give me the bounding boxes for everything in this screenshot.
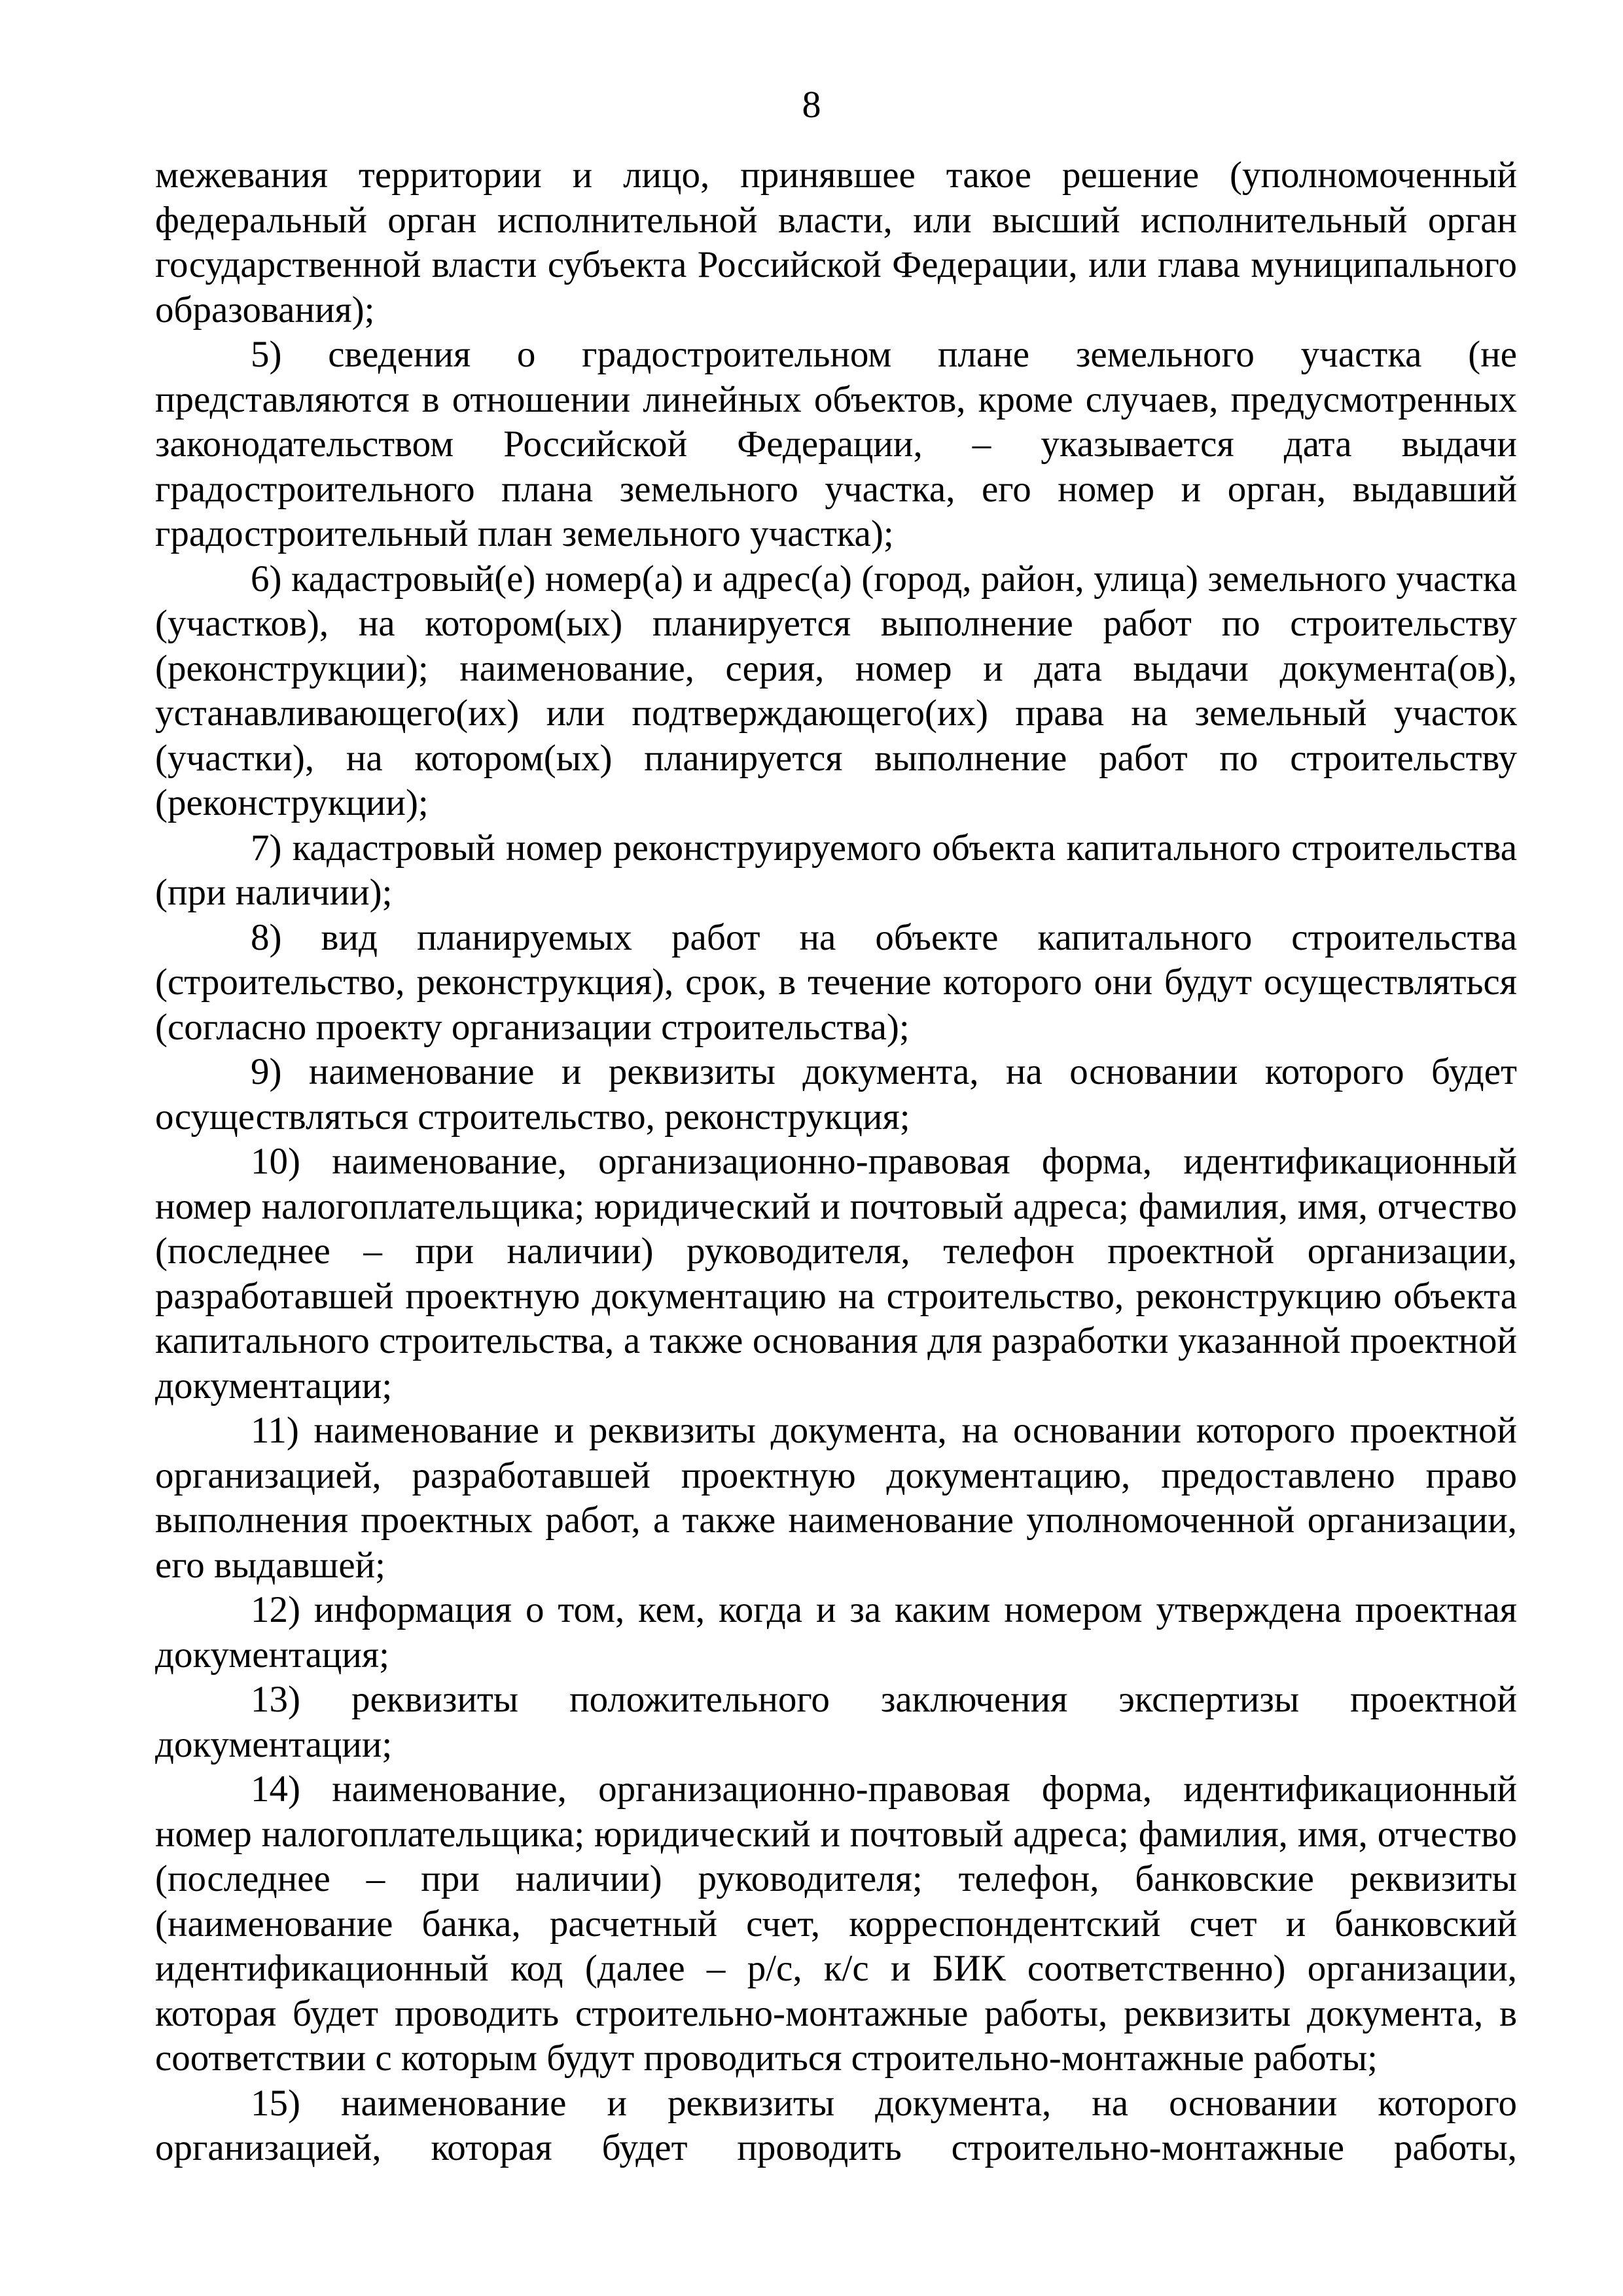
paragraph-continuation: межевания территории и лицо, принявшее такое решение (уполномоченный федеральный орган исполнительной власти, или высший исполнительный орган государственной власти субъекта Российской Федерации, или глава муниципального образования); [155,154,1517,331]
paragraph-item-11: 11) наименование и реквизиты документа, на основании которого проектной организацией, разработавшей проектную документацию, предоставлено право выполнения проектных работ, а также наименование уполномоченной организации, его выдавшей; [155,1410,1517,1586]
paragraph-item-8: 8) вид планируемых работ на объекте капитального строительства (строительство, реконструкция), срок, в течение которого они будут осуществляться (согласно проекту организации строительства); [155,916,1517,1048]
paragraph-item-9: 9) наименование и реквизиты документа, на основании которого будет осуществляться строительство, реконструкция; [155,1051,1517,1138]
paragraph-item-7: 7) кадастровый номер реконструируемого объекта капитального строительства (при наличии); [155,827,1517,913]
paragraph-item-15: 15) наименование и реквизиты документа, на основании которого организацией, которая будет проводить строительно-монтажные работы, [155,2082,1517,2168]
paragraph-item-13: 13) реквизиты положительного заключения экспертизы проектной документации; [155,1679,1517,1765]
paragraph-item-5: 5) сведения о градостроительном плане земельного участка (не представляются в отношении линейных объектов, кроме случаев, предусмотренных законодательством Российской Федерации, – указывается дата выдачи градостроительного плана земельного участка, его номер и орган, выдавший градостроительный план земельного участка); [155,334,1517,554]
paragraph-item-6: 6) кадастровый(е) номер(а) и адрес(а) (город, район, улица) земельного участка (участков), на котором(ых) планируется выполнение работ по строительству (реконструкции); наименование, серия, номер и дата выдачи документа(ов), устанавливающего(их) или подтверждающего(их) права на земельный участок (участки), на котором(ых) планируется выполнение работ по строительству (реконструкции); [155,558,1517,823]
paragraph-item-14: 14) наименование, организационно-правовая форма, идентификационный номер налогоплательщика; юридический и почтовый адреса; фамилия, имя, отчество (последнее – при наличии) руководителя; телефон, банковские реквизиты (наименование банка, расчетный счет, корреспондентский счет и банковский идентификационный код (далее – р/с, к/с и БИК соответственно) организации, которая будет проводить строительно-монтажные работы, реквизиты документа, в соответствии с которым будут проводиться строительно-монтажные работы; [155,1768,1517,2079]
paragraph-item-10: 10) наименование, организационно-правовая форма, идентификационный номер налогоплательщика; юридический и почтовый адреса; фамилия, имя, отчество (последнее – при наличии) руководителя, телефон проектной организации, разработавшей проектную документацию на строительство, реконструкцию объекта капитального строительства, а также основания для разработки указанной проектной документации; [155,1141,1517,1407]
paragraph-item-12: 12) информация о том, кем, когда и за каким номером утверждена проектная документация; [155,1589,1517,1676]
page-number: 8 [802,83,821,126]
document-body [155,153,1517,2171]
